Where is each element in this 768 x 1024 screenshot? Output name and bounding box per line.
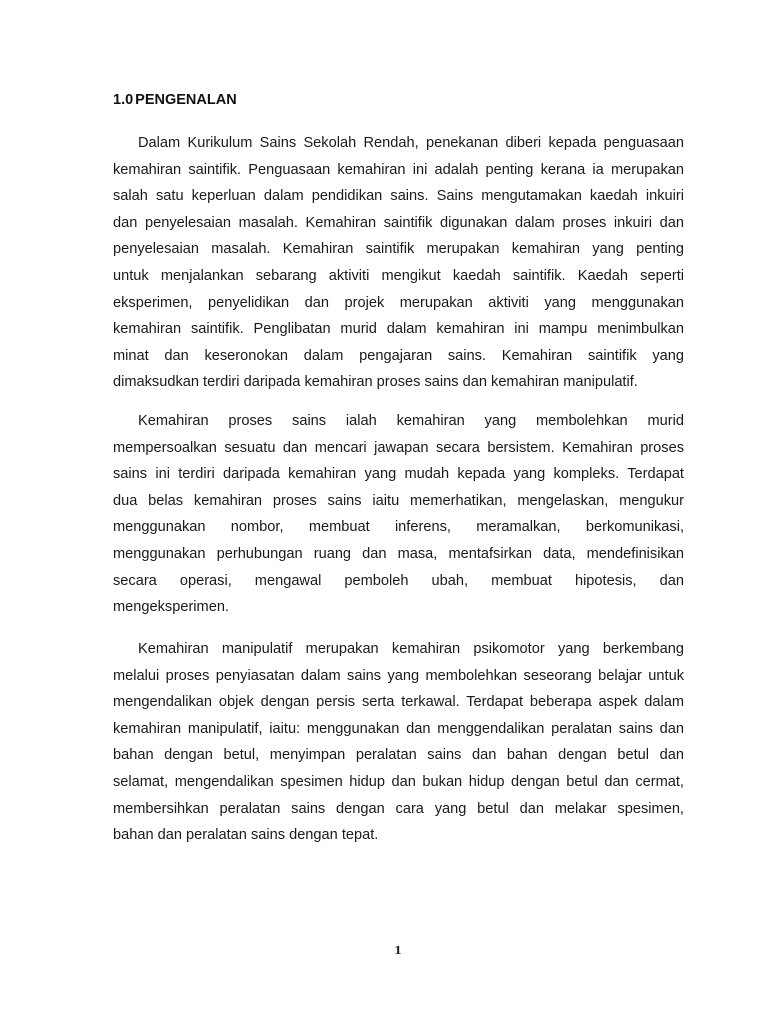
paragraph-line: dua belas kemahiran proses sains iaitu memerhatikan, mengelaskan, mengukur: [113, 492, 684, 509]
paragraph-introduction: [113, 130, 684, 396]
paragraph-line: dimaksudkan terdiri daripada kemahiran proses sains dan kemahiran manipulatif.: [113, 374, 638, 391]
section-title: PENGENALAN: [135, 92, 237, 108]
paragraph-line: mengeksperimen.: [113, 599, 229, 616]
paragraph-line: kemahiran saintifik. Penglibatan murid dalam kemahiran ini mampu menimbulkan: [113, 321, 684, 338]
paragraph-line: untuk menjalankan sebarang aktiviti mengikut kaedah saintifik. Kaedah seperti: [113, 267, 684, 284]
paragraph-line: mengendalikan objek dengan persis serta terkawal. Terdapat beberapa aspek dalam: [113, 694, 684, 711]
paragraph-line: Dalam Kurikulum Sains Sekolah Rendah, penekanan diberi kepada penguasaan: [138, 135, 684, 151]
paragraph-line: bahan dengan betul, menyimpan peralatan sains dan bahan dengan betul dan: [113, 747, 684, 764]
paragraph-line: bahan dan peralatan sains dengan tepat.: [113, 827, 379, 844]
paragraph-line: Kemahiran manipulatif merupakan kemahiran psikomotor yang berkembang: [138, 641, 684, 657]
paragraph-line: dan penyelesaian masalah. Kemahiran saintifik digunakan dalam proses inkuiri dan: [113, 214, 684, 231]
paragraph-line: minat dan keseronokan dalam pengajaran sains. Kemahiran saintifik yang: [113, 347, 684, 364]
paragraph-line: mempersoalkan sesuatu dan mencari jawapan secara bersistem. Kemahiran proses: [113, 439, 684, 456]
paragraph-line: menggunakan nombor, membuat inferens, meramalkan, berkomunikasi,: [113, 519, 684, 536]
paragraph-line: salah satu keperluan dalam pendidikan sains. Sains mengutamakan kaedah inkuiri: [113, 188, 684, 205]
paragraph-line: membersihkan peralatan sains dengan cara yang betul dan melakar spesimen,: [113, 800, 684, 817]
paragraph-line: kemahiran saintifik. Penguasaan kemahiran ini adalah penting kerana ia merupakan: [113, 161, 684, 178]
paragraph-line: sains ini terdiri daripada kemahiran yang mudah kepada yang kompleks. Terdapat: [113, 466, 684, 483]
paragraph-line: kemahiran manipulatif, iaitu: menggunakan dan menggendalikan peralatan sains dan: [113, 720, 684, 737]
paragraph-line: selamat, mengendalikan spesimen hidup dan bukan hidup dengan betul dan cermat,: [113, 773, 684, 790]
paragraph-line: eksperimen, penyelidikan dan projek merupakan aktiviti yang menggunakan: [113, 294, 684, 311]
paragraph-science-process-skills: [113, 408, 684, 621]
paragraph-line: penyelesaian masalah. Kemahiran saintifik merupakan kemahiran yang penting: [113, 241, 684, 258]
paragraph-line: melalui proses penyiasatan dalam sains yang membolehkan seseorang belajar untuk: [113, 667, 684, 684]
page-number: 1: [394, 944, 402, 957]
section-number: 1.0: [113, 92, 134, 108]
paragraph-manipulative-skills: [113, 636, 684, 849]
paragraph-line: secara operasi, mengawal pemboleh ubah, membuat hipotesis, dan: [113, 572, 684, 589]
section-heading: [113, 92, 237, 108]
paragraph-line: menggunakan perhubungan ruang dan masa, mentafsirkan data, mendefinisikan: [113, 545, 684, 562]
paragraph-line: Kemahiran proses sains ialah kemahiran yang membolehkan murid: [138, 413, 684, 429]
